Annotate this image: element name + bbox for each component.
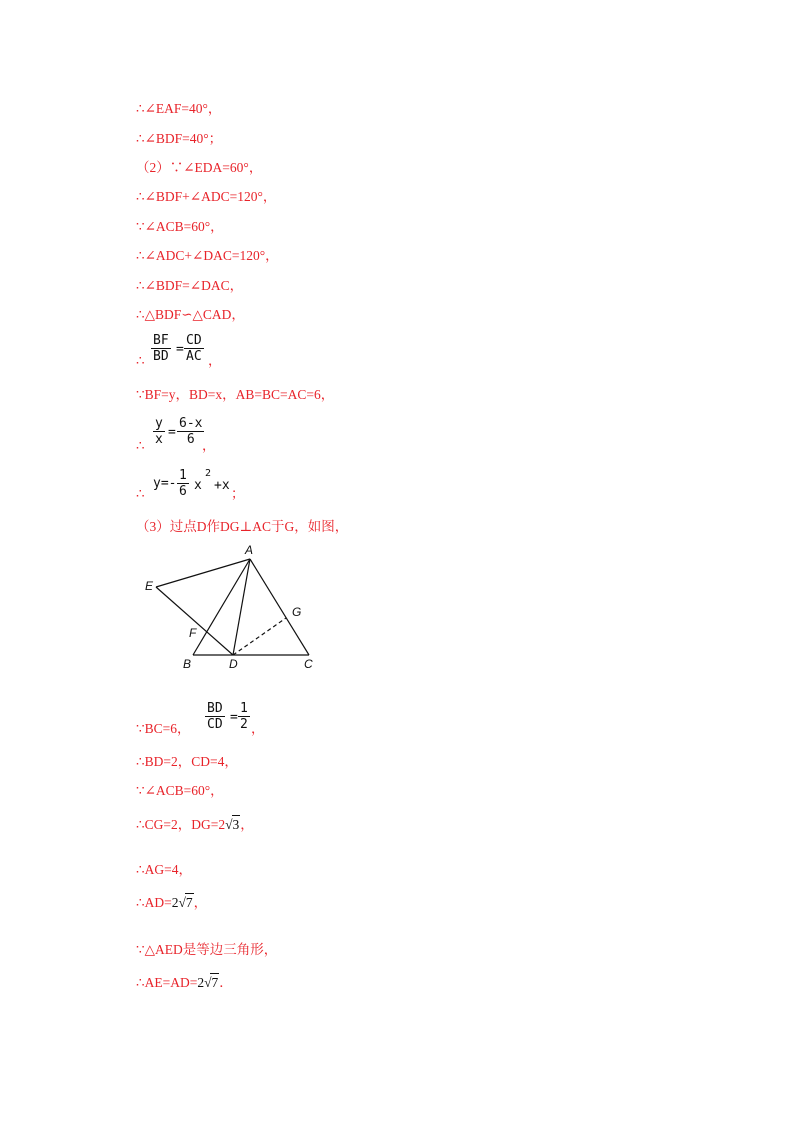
coefficient-2: 2 [197, 975, 205, 990]
denominator: BD [153, 349, 169, 364]
label-d: D [229, 657, 238, 671]
step-line-1: ∴∠EAF=40°， [136, 101, 222, 116]
numerator: BD [207, 701, 223, 716]
denominator: 6 [179, 484, 187, 499]
step-line-8: ∴△BDF∽△CAD， [136, 307, 245, 322]
numerator: CD [186, 333, 202, 348]
segment-dg-dashed [233, 618, 286, 655]
label-b: B [183, 657, 192, 671]
label-g: G [292, 605, 302, 619]
formula-lhs: y=- [153, 476, 177, 491]
formula-x: x [194, 478, 202, 493]
step-line-15: ∴BD=2，CD=4， [136, 754, 238, 769]
step-line-3: （2）∵∠EDA=60°， [136, 160, 263, 175]
step-line-9-suffix: ， [208, 353, 222, 368]
step-line-4: ∴∠BDF+∠ADC=120°， [136, 189, 277, 204]
fraction-y-x [153, 416, 165, 447]
step-line-21-suffix: ． [219, 975, 233, 990]
step-line-7: ∴∠BDF=∠DAC， [136, 278, 244, 293]
equals-sign: = [168, 425, 176, 440]
label-a: A [245, 543, 254, 557]
step-line-17-prefix: ∴CG=2，DG=2 [136, 817, 226, 832]
formula-exponent: 2 [205, 468, 212, 479]
numerator: 6-x [179, 416, 203, 431]
label-f: F [189, 626, 197, 640]
fraction-6-minus-x-over-6 [177, 416, 204, 447]
denominator: AC [186, 349, 202, 364]
equals-sign: = [176, 342, 184, 357]
fraction-one-half [238, 701, 250, 732]
numerator: y [155, 416, 163, 431]
step-line-19-suffix: ， [193, 895, 208, 910]
step-line-17: ∴CG=2，DG=2√3， [136, 817, 254, 832]
step-line-21-prefix: ∴AE=AD= [136, 975, 198, 990]
step-line-18: ∴AG=4， [136, 862, 192, 877]
numerator: 1 [240, 701, 248, 716]
formula-plus-x: +x [214, 478, 230, 493]
step-line-21: ∴AE=AD=2√7． [136, 975, 233, 990]
geometry-figure [140, 540, 340, 675]
segment-ed [156, 587, 233, 655]
step-line-14-prefix: ∵BC=6， [136, 721, 191, 736]
step-line-20: ∵△AED是等边三角形， [136, 942, 278, 957]
numerator: 1 [179, 468, 187, 483]
label-e: E [145, 579, 154, 593]
step-line-12-prefix: ∴ [136, 486, 145, 501]
step-line-5: ∵∠ACB=60°， [136, 219, 224, 234]
step-line-10: ∵BF=y，BD=x，AB=BC=AC=6， [136, 387, 335, 402]
fraction-bd-cd [205, 701, 225, 732]
denominator: CD [207, 717, 223, 732]
radicand-7: 7 [185, 895, 193, 910]
step-line-9-prefix: ∴ [136, 353, 145, 368]
numerator: BF [153, 333, 169, 348]
equals-sign: = [230, 710, 238, 725]
step-line-11-suffix: ， [202, 438, 216, 453]
denominator: x [155, 432, 163, 447]
step-line-6: ∴∠ADC+∠DAC=120°， [136, 248, 279, 263]
step-line-11-prefix: ∴ [136, 438, 145, 453]
step-line-14-suffix: ， [251, 721, 265, 736]
fraction-cd-ac [184, 333, 204, 364]
coefficient-2: 2 [171, 895, 179, 910]
fraction-bf-bd [151, 333, 171, 364]
denominator: 6 [186, 432, 195, 447]
radicand-3: 3 [232, 817, 240, 832]
radicand-7: 7 [211, 975, 219, 990]
step-line-16: ∵∠ACB=60°， [136, 783, 224, 798]
step-line-19: ∴AD=2√7， [136, 895, 208, 910]
step-line-19-prefix: ∴AD= [136, 895, 172, 910]
label-c: C [304, 657, 313, 671]
step-line-17-suffix: ， [240, 817, 254, 832]
fraction-one-sixth [177, 468, 189, 499]
denominator: 2 [240, 717, 248, 732]
step-line-2: ∴∠BDF=40°； [136, 131, 223, 146]
step-line-12-suffix: ； [231, 486, 245, 501]
step-line-13: （3）过点D作DG⊥AC于G，如图， [136, 519, 349, 534]
